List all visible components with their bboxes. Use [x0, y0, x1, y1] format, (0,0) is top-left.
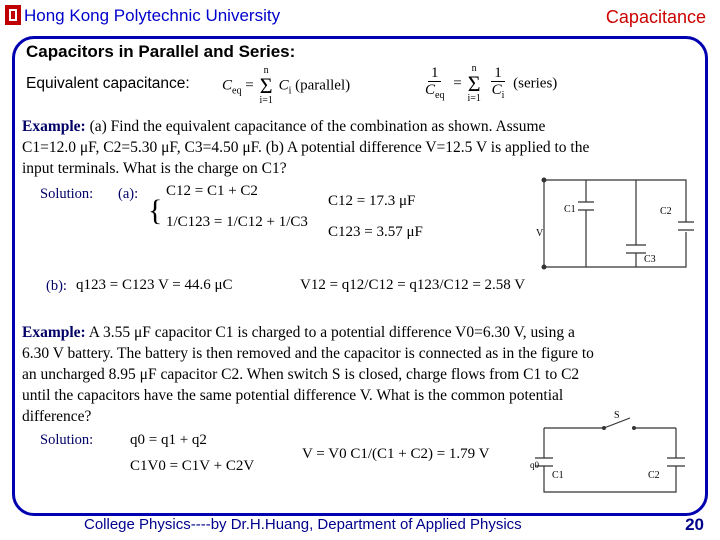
fig2-c2: C2: [648, 470, 660, 481]
fig2-s: S: [614, 410, 620, 421]
fig2-q0: q0: [530, 460, 539, 470]
example1-line2: C1=12.0 μF, C2=5.30 μF, C3=4.50 μF. (b) A potential difference V=12.5 V is applied to the: [22, 139, 590, 156]
circuit-figure-1: [536, 172, 696, 276]
example2-solution-label: Solution:: [40, 432, 94, 448]
example2-line4: until the capacitors have the same potential difference V. What is the common potential: [22, 387, 564, 404]
equivalent-label: Equivalent capacitance:: [26, 75, 190, 92]
fig2-c1: C1: [552, 470, 564, 481]
fig1-v: V: [536, 228, 544, 239]
header-university: Hong Kong Polytechnic University: [24, 6, 281, 25]
eq2-1: q0 = q1 + q2: [130, 432, 207, 448]
example1-part-a: (a):: [118, 186, 139, 202]
example2-line2: 6.30 V battery. The battery is then removed and the capacitor is connected as in the figure to: [22, 345, 594, 362]
fig1-c3: C3: [644, 254, 656, 265]
example1-line3: input terminals. What is the charge on C1?: [22, 160, 287, 177]
res-a1: C12 = 17.3 μF: [328, 193, 416, 209]
eq2-3: V = V0 C1/(C1 + C2) = 1.79 V: [302, 446, 490, 462]
footer-text: College Physics----by Dr.H.Huang, Department of Applied Physics: [84, 516, 522, 533]
example2-line1: A 3.55 μF capacitor C1 is charged to a potential difference V0=6.30 V, using a: [88, 324, 575, 341]
example1-part-b: (b):: [46, 278, 67, 294]
circuit-figure-2: [530, 410, 690, 498]
university-logo: [4, 4, 22, 26]
example1-label: Example:: [22, 118, 86, 135]
example2-line3: an uncharged 8.95 μF capacitor C2. When switch S is closed, charge flows from C1 to C2: [22, 366, 580, 383]
eq-b1: q123 = C123 V = 44.6 μC: [76, 277, 233, 293]
formula-parallel: $C_{eq}$ = n Σ i=1 $C_i$ (parallel): [222, 65, 351, 106]
res-a2: C123 = 3.57 μF: [328, 224, 423, 240]
eq-a2: 1/C123 = 1/C12 + 1/C3: [166, 214, 308, 230]
parallel-note: (parallel): [295, 77, 351, 94]
brace-symbol: {: [148, 194, 163, 227]
formula-series: $\frac{1}{C_{eq}}$ = n Σ i=1 $\frac{1}{C_i}$ (series): [425, 63, 558, 104]
example1-text-a: (a) Find the equivalent capacitance of the combination as shown. Assume: [89, 118, 546, 135]
header-topic: Capacitance: [605, 7, 706, 27]
fig1-c1: C1: [564, 204, 576, 215]
series-note: (series): [513, 75, 558, 92]
page-number: 20: [685, 515, 704, 534]
example1-paragraph: [22, 116, 694, 179]
example2-label: Example:: [22, 324, 86, 341]
fig1-c2: C2: [660, 206, 672, 217]
example2-line5: difference?: [22, 408, 92, 425]
eq-a1: C12 = C1 + C2: [166, 183, 258, 199]
example1-solution-label: Solution:: [40, 186, 94, 202]
section-title: Capacitors in Parallel and Series:: [26, 42, 296, 61]
eq-b2: V12 = q12/C12 = q123/C12 = 2.58 V: [300, 277, 526, 293]
eq2-2: C1V0 = C1V + C2V: [130, 458, 255, 474]
